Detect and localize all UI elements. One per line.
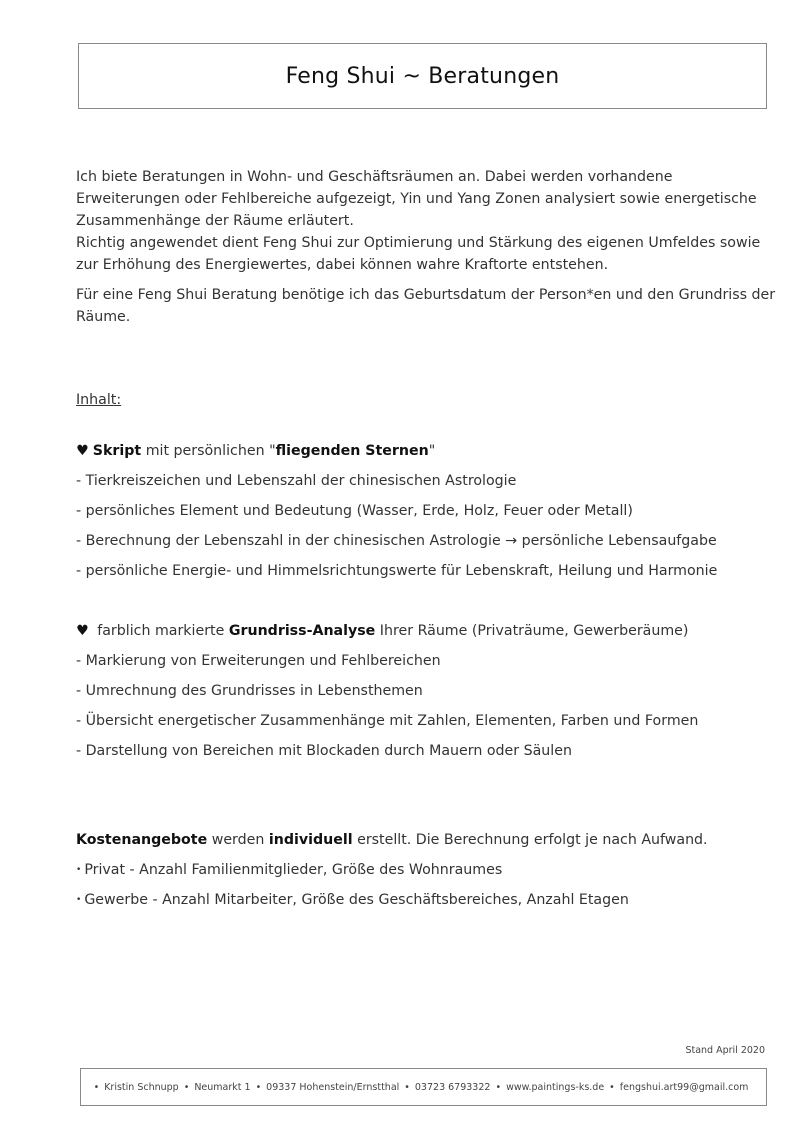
skript-label: Skript xyxy=(92,443,142,459)
costs-item-privat: Privat - Anzahl Familienmitglieder, Größe des Wohnraumes xyxy=(84,862,503,878)
bullet-icon: • xyxy=(183,1081,190,1093)
bullet-icon: • xyxy=(609,1081,615,1093)
list-item: - persönliche Energie- und Himmelsrichtungswerte für Lebenskraft, Heilung und Harmonie xyxy=(76,563,718,579)
bullet-icon: • xyxy=(495,1081,502,1093)
bullet-icon: • xyxy=(93,1081,100,1093)
costs-heading xyxy=(76,832,708,848)
bullet-icon: • xyxy=(255,1081,262,1093)
skript-text-1: mit persönlichen " xyxy=(141,443,276,459)
list-item: - Tierkreiszeichen und Lebenszahl der chinesischen Astrologie xyxy=(76,473,517,489)
intro-paragraph-2: Richtig angewendet dient Feng Shui zur Optimierung und Stärkung des eigenen Umfeldes sowie zur Erhöhung des Energiewertes, dabei können wahre Kraftorte entstehen. xyxy=(76,235,761,273)
grundriss-text-2: Ihrer Räume (Privaträume, Gewerberäume) xyxy=(375,623,689,639)
list-item xyxy=(76,862,502,878)
individuell-label: individuell xyxy=(268,832,353,848)
heart-icon: ♥ xyxy=(76,623,89,639)
title-box xyxy=(78,43,767,109)
section-grundriss-heading xyxy=(76,623,688,639)
footer-contact xyxy=(80,1068,767,1106)
costs-item-gewerbe: Gewerbe - Anzahl Mitarbeiter, Größe des Geschäftsbereiches, Anzahl Etagen xyxy=(84,892,629,908)
kostenangebote-label: Kostenangebote xyxy=(76,832,208,848)
intro-text xyxy=(76,166,776,328)
list-item: - Übersicht energetischer Zusammenhänge mit Zahlen, Elementen, Farben und Formen xyxy=(76,713,699,729)
bullet-icon: • xyxy=(404,1081,410,1093)
page-title: Feng Shui ~ Beratungen xyxy=(285,63,560,89)
contact-phone: 03723 6793322 xyxy=(414,1081,491,1093)
costs-text-1: werden xyxy=(207,832,269,848)
contact-website-link[interactable]: www.paintings-ks.de xyxy=(506,1081,605,1093)
section-skript-heading xyxy=(76,443,435,459)
intro-paragraph-1: Ich biete Beratungen in Wohn- und Geschäftsräumen an. Dabei werden vorhandene Erweiterungen oder Fehlbereiche aufgezeigt, Yin und Yang Zonen analysiert sowie energetische Zusammenhänge der Räume erläutert. xyxy=(76,169,757,229)
list-item: - Umrechnung des Grundrisses in Lebensthemen xyxy=(76,683,423,699)
list-item: - Markierung von Erweiterungen und Fehlbereichen xyxy=(76,653,441,669)
fliegende-sterne-label: fliegenden Sternen xyxy=(275,443,429,459)
intro-paragraph-3: Für eine Feng Shui Beratung benötige ich das Geburtsdatum der Person*en und den Grundriss der Räume. xyxy=(76,287,776,325)
list-item: - Berechnung der Lebenszahl in der chinesischen Astrologie → persönliche Lebensaufgabe xyxy=(76,533,717,549)
skript-text-2: " xyxy=(428,443,436,459)
contact-email-link[interactable]: fengshui.art99@gmail.com xyxy=(619,1081,749,1093)
list-item: - Darstellung von Bereichen mit Blockaden durch Mauern oder Säulen xyxy=(76,743,572,759)
contact-name: Kristin Schnupp xyxy=(104,1081,179,1093)
contact-street: Neumarkt 1 xyxy=(194,1081,251,1093)
stand-date: Stand April 2020 xyxy=(685,1045,765,1056)
inhalt-heading: Inhalt: xyxy=(76,392,122,408)
grundriss-analyse-label: Grundriss-Analyse xyxy=(228,623,376,639)
contact-city: 09337 Hohenstein/Ernstthal xyxy=(266,1081,400,1093)
costs-text-2: erstellt. Die Berechnung erfolgt je nach Aufwand. xyxy=(352,832,708,848)
list-item xyxy=(76,892,629,908)
bullet-icon: • xyxy=(76,865,82,875)
list-item: - persönliches Element und Bedeutung (Wasser, Erde, Holz, Feuer oder Metall) xyxy=(76,503,633,519)
bullet-icon: • xyxy=(76,895,82,905)
heart-icon: ♥ xyxy=(76,443,89,459)
grundriss-text-1: farblich markierte xyxy=(92,623,229,639)
